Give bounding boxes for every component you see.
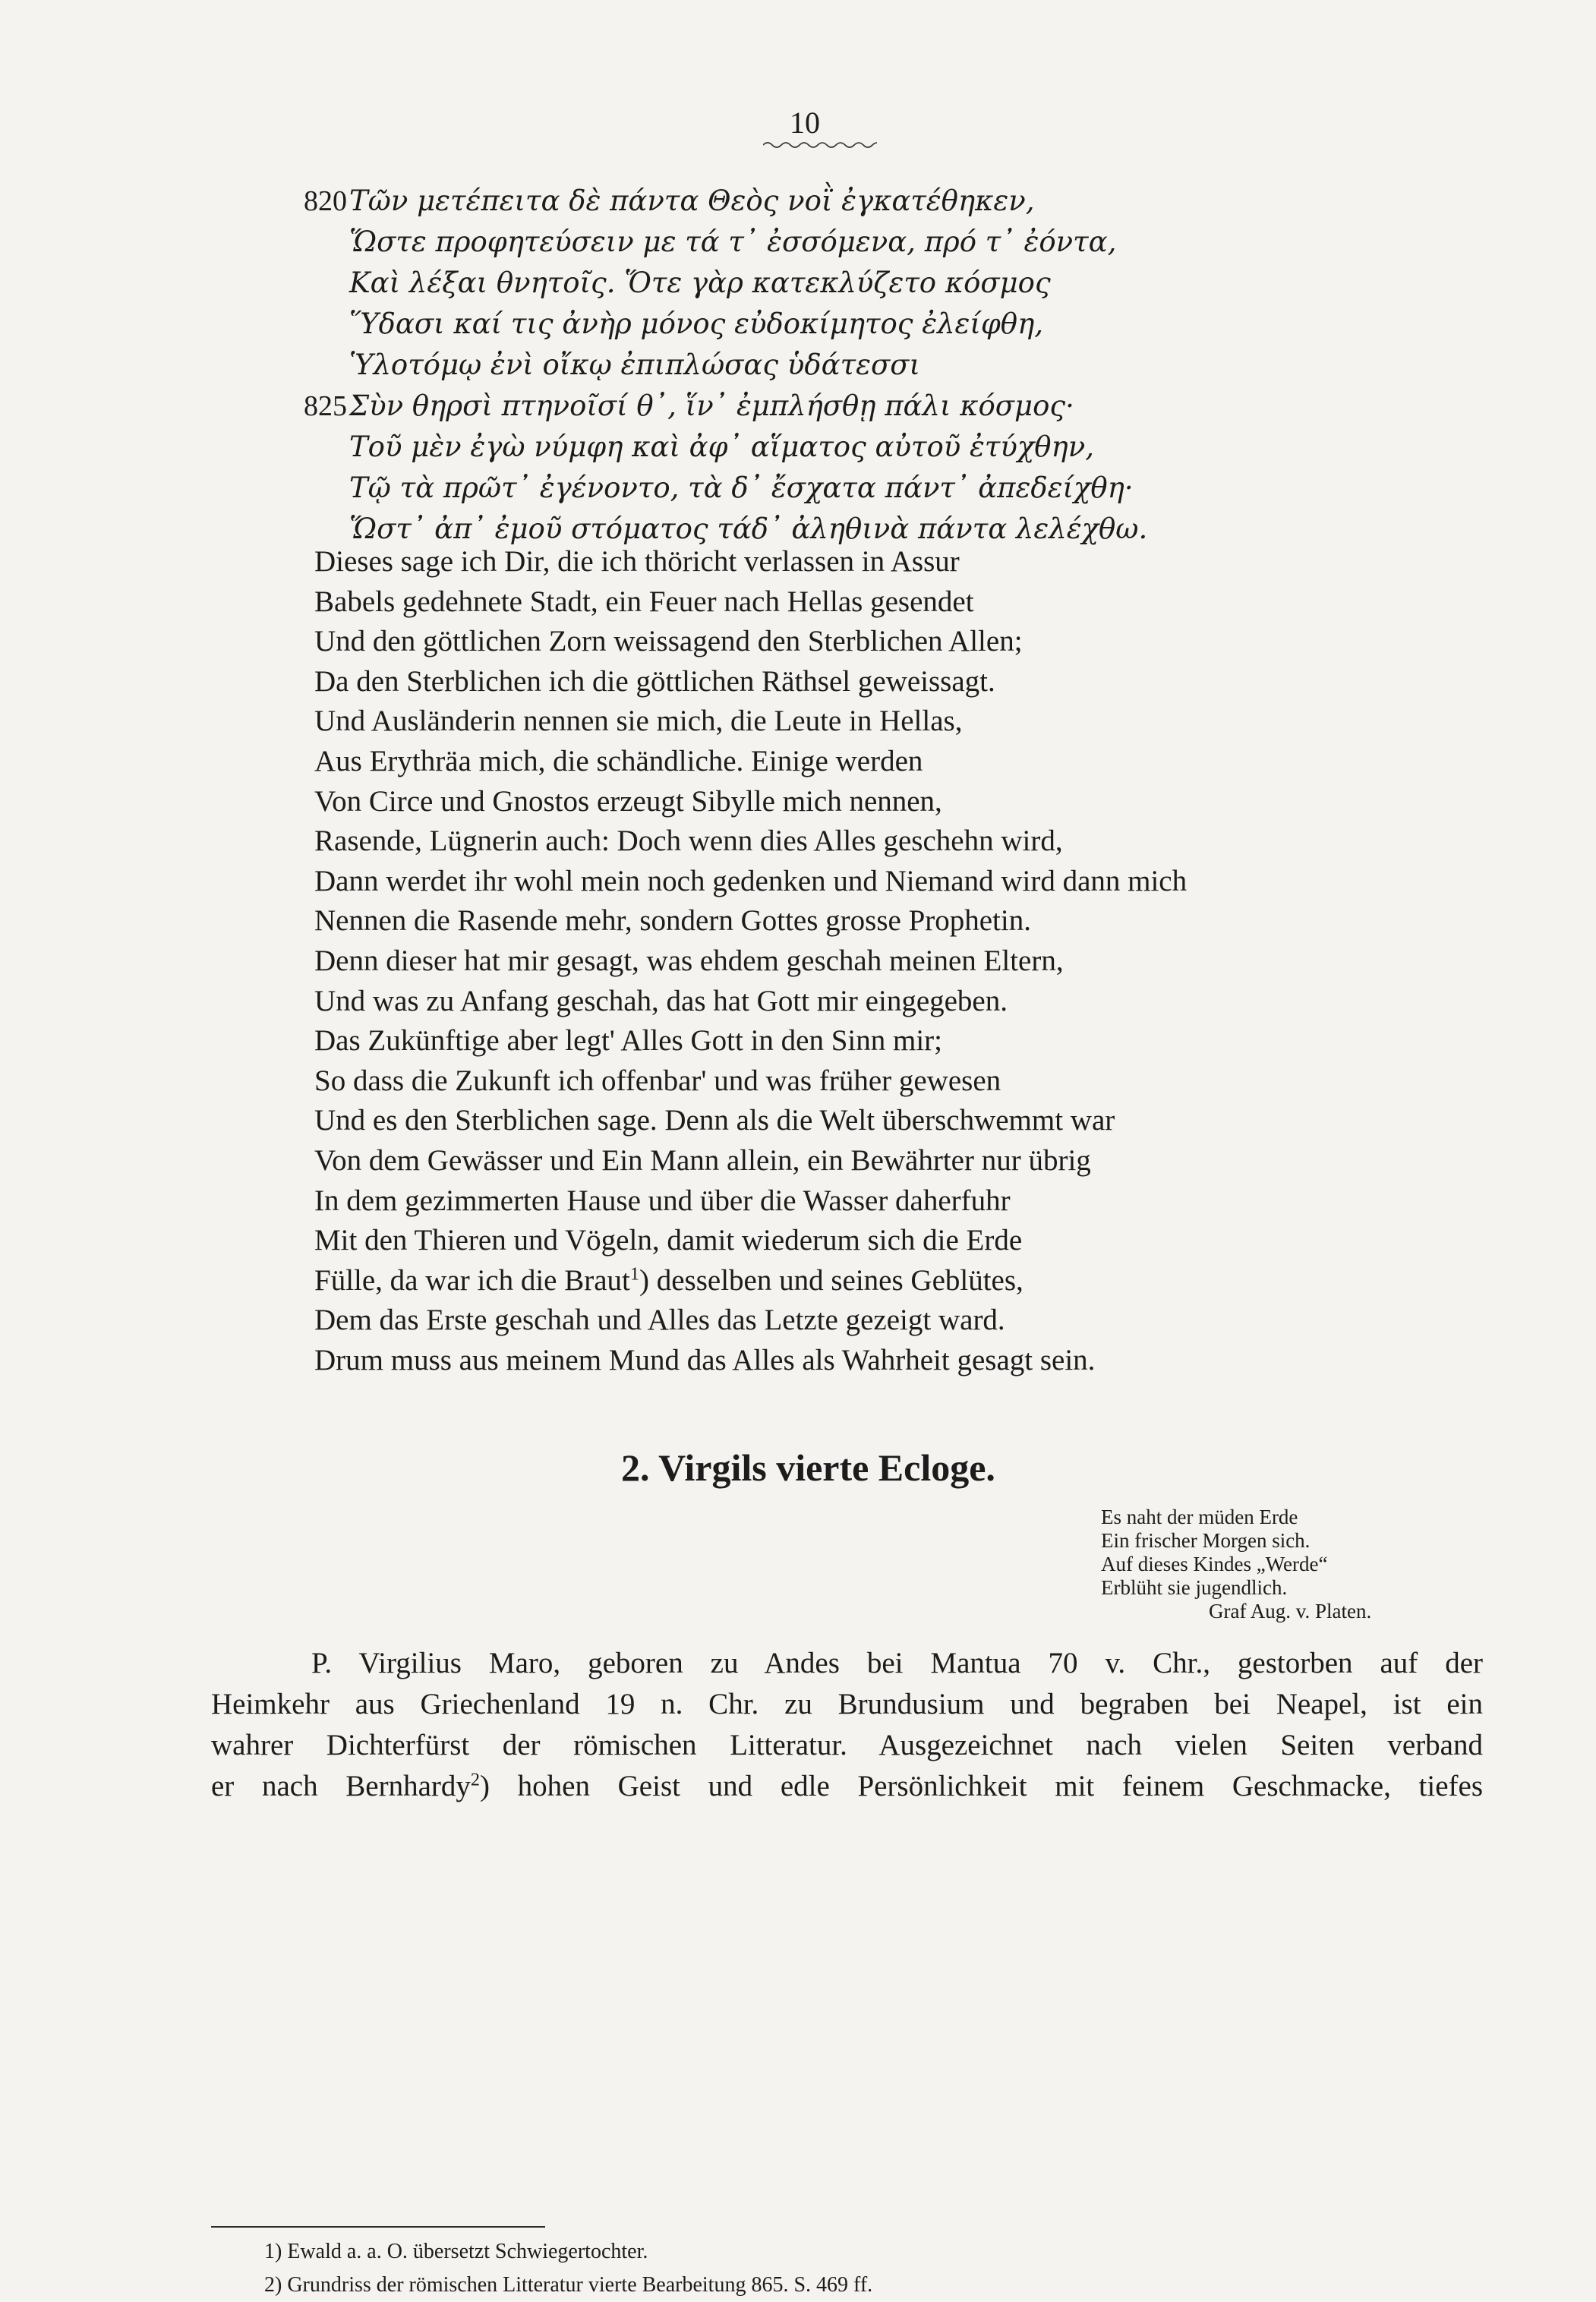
greek-verse-line <box>304 222 1245 263</box>
translation-line: Dann werdet ihr wohl mein noch gedenken und Niemand wird dann mich <box>314 864 1188 897</box>
footnote-2: 2) Grundriss der römischen Litteratur vierte Bearbeitung 865. S. 469 ff. <box>264 2273 873 2297</box>
translation-line <box>314 1261 1377 1301</box>
translation-line: Das Zukünftige aber legt' Alles Gott in den Sinn mir; <box>314 1024 942 1058</box>
translation-line: In dem gezimmerten Hause und über die Wasser daherfuhr <box>314 1184 1011 1217</box>
translation-line: Und es den Sterblichen sage. Denn als die Welt überschwemmt war <box>314 1104 1115 1137</box>
verse-text: Σὺν θηρσὶ πτηνοῖσί θ᾽, ἵν᾽ ἐμπλήσθῃ πάλι κόσμος· <box>349 389 1074 422</box>
translation-line: So dass die Zukunft ich offenbar' und was früher gewesen <box>314 1064 1001 1097</box>
verse-text: Καὶ λέξαι θνητοῖς. Ὅτε γὰρ κατεκλύζετο κόσμος <box>349 266 1051 299</box>
translation-line: Nennen die Rasende mehr, sondern Gottes grosse Prophetin. <box>314 904 1031 938</box>
translation-line: Rasende, Lügnerin auch: Doch wenn dies Alles geschehn wird, <box>314 825 1063 858</box>
paragraph-text: ) hohen Geist und edle Persönlichkeit mit feinem Geschmacke, tiefes <box>479 1770 1484 1802</box>
translation-text: ) desselben und seines Geblütes, <box>639 1263 1024 1297</box>
body-paragraph <box>211 1643 1483 1807</box>
translation-line: Babels gedehnete Stadt, ein Feuer nach Hellas gesendet <box>314 585 974 618</box>
verse-number: 820 <box>304 185 347 217</box>
epigraph-line: Ein frischer Morgen sich. <box>1101 1529 1311 1552</box>
paragraph-text: er nach Bernhardy <box>211 1770 471 1802</box>
epigraph-line: Es naht der müden Erde <box>1101 1506 1298 1528</box>
translation-line: Drum muss aus meinem Mund das Alles als Wahrheit gesagt sein. <box>314 1343 1096 1376</box>
footnote-separator <box>211 2226 545 2228</box>
section-number: 2. <box>621 1446 650 1489</box>
translation-line: Dem das Erste geschah und Alles das Letzte gezeigt ward. <box>314 1304 1005 1337</box>
verse-text: Ὥστε προφητεύσειν με τά τ᾽ ἐσσόμενα, πρό τ᾽ ἐόντα, <box>349 225 1117 258</box>
german-translation-block <box>314 542 1377 1380</box>
translation-line: Denn dieser hat mir gesagt, was ehdem geschah meinen Eltern, <box>314 944 1064 977</box>
greek-verse-line <box>304 345 1245 386</box>
paragraph-line: P. Virgilius Maro, geboren zu Andes bei Mantua 70 v. Chr., gestorben auf der <box>311 1647 1483 1679</box>
verse-text: Ὑλοτόμῳ ἐνὶ οἴκῳ ἐπιπλώσας ὑδάτεσσι <box>349 348 920 381</box>
verse-text: Τῶν μετέπειτα δὲ πάντα Θεὸς νοῒ ἐγκατέθηκεν, <box>349 184 1035 217</box>
greek-verse-line <box>304 263 1245 304</box>
translation-line: Da den Sterblichen ich die göttlichen Räthsel geweissagt. <box>314 664 995 698</box>
translation-line: Und den göttlichen Zorn weissagend den Sterblichen Allen; <box>314 625 1023 658</box>
translation-line: Und was zu Anfang geschah, das hat Gott mir eingegeben. <box>314 984 1008 1017</box>
greek-verse-line <box>304 427 1245 468</box>
translation-line: Von dem Gewässer und Ein Mann allein, ein Bewährter nur übrig <box>314 1143 1091 1177</box>
greek-verse-line <box>304 304 1245 345</box>
translation-text: Fülle, da war ich die Braut <box>314 1263 630 1297</box>
section-heading <box>621 1446 995 1490</box>
verse-text: Ὕδασι καί τις ἀνὴρ μόνος εὐδοκίμητος ἐλείφθη, <box>349 307 1044 340</box>
epigraph-line: Erblüht sie jugendlich. <box>1101 1576 1288 1599</box>
epigraph-line: Auf dieses Kindes „Werde“ <box>1101 1553 1328 1575</box>
greek-verse-block <box>304 181 1245 550</box>
footnote-1: 1) Ewald a. a. O. übersetzt Schwiegertochter. <box>264 2240 648 2263</box>
paragraph-line: wahrer Dichterfürst der römischen Litteratur. Ausgezeichnet nach vielen Seiten verband <box>211 1729 1483 1761</box>
verse-text: Τῷ τὰ πρῶτ᾽ ἐγένοντο, τὰ δ᾽ ἔσχατα πάντ᾽ ἀπεδείχθη· <box>349 471 1134 504</box>
footnote-marker: 1 <box>629 1263 639 1285</box>
epigraph-attribution: Graf Aug. v. Platen. <box>1209 1600 1372 1622</box>
footnotes <box>264 2235 872 2302</box>
page-number: 10 <box>790 106 820 140</box>
verse-text: Ὥστ᾽ ἀπ᾽ ἐμοῦ στόματος τάδ᾽ ἀληθινὰ πάντα λελέχθω. <box>349 512 1148 545</box>
translation-line: Dieses sage ich Dir, die ich thöricht verlassen in Assur <box>314 545 960 578</box>
verse-number: 825 <box>304 390 347 422</box>
translation-line: Mit den Thieren und Vögeln, damit wiederum sich die Erde <box>314 1224 1023 1257</box>
section-title: Virgils vierte Ecloge. <box>658 1446 995 1489</box>
ornamental-wavy-rule <box>763 140 877 150</box>
translation-line: Von Circe und Gnostos erzeugt Sibylle mich nennen, <box>314 784 942 818</box>
translation-line: Aus Erythräa mich, die schändliche. Einige werden <box>314 744 923 777</box>
greek-verse-line <box>304 468 1245 509</box>
paragraph-line: Heimkehr aus Griechenland 19 n. Chr. zu Brundusium und begraben bei Neapel, ist ein <box>211 1688 1483 1720</box>
translation-line: Und Ausländerin nennen sie mich, die Leute in Hellas, <box>314 705 963 738</box>
footnote-marker: 2 <box>470 1769 480 1790</box>
verse-text: Τοῦ μὲν ἐγὼ νύμφη καὶ ἀφ᾽ αἵματος αὐτοῦ ἐτύχθην, <box>349 430 1094 463</box>
greek-verse-line <box>304 386 1245 427</box>
paragraph-line <box>211 1766 1483 1807</box>
greek-verse-line <box>304 181 1245 222</box>
epigraph <box>1101 1506 1371 1623</box>
